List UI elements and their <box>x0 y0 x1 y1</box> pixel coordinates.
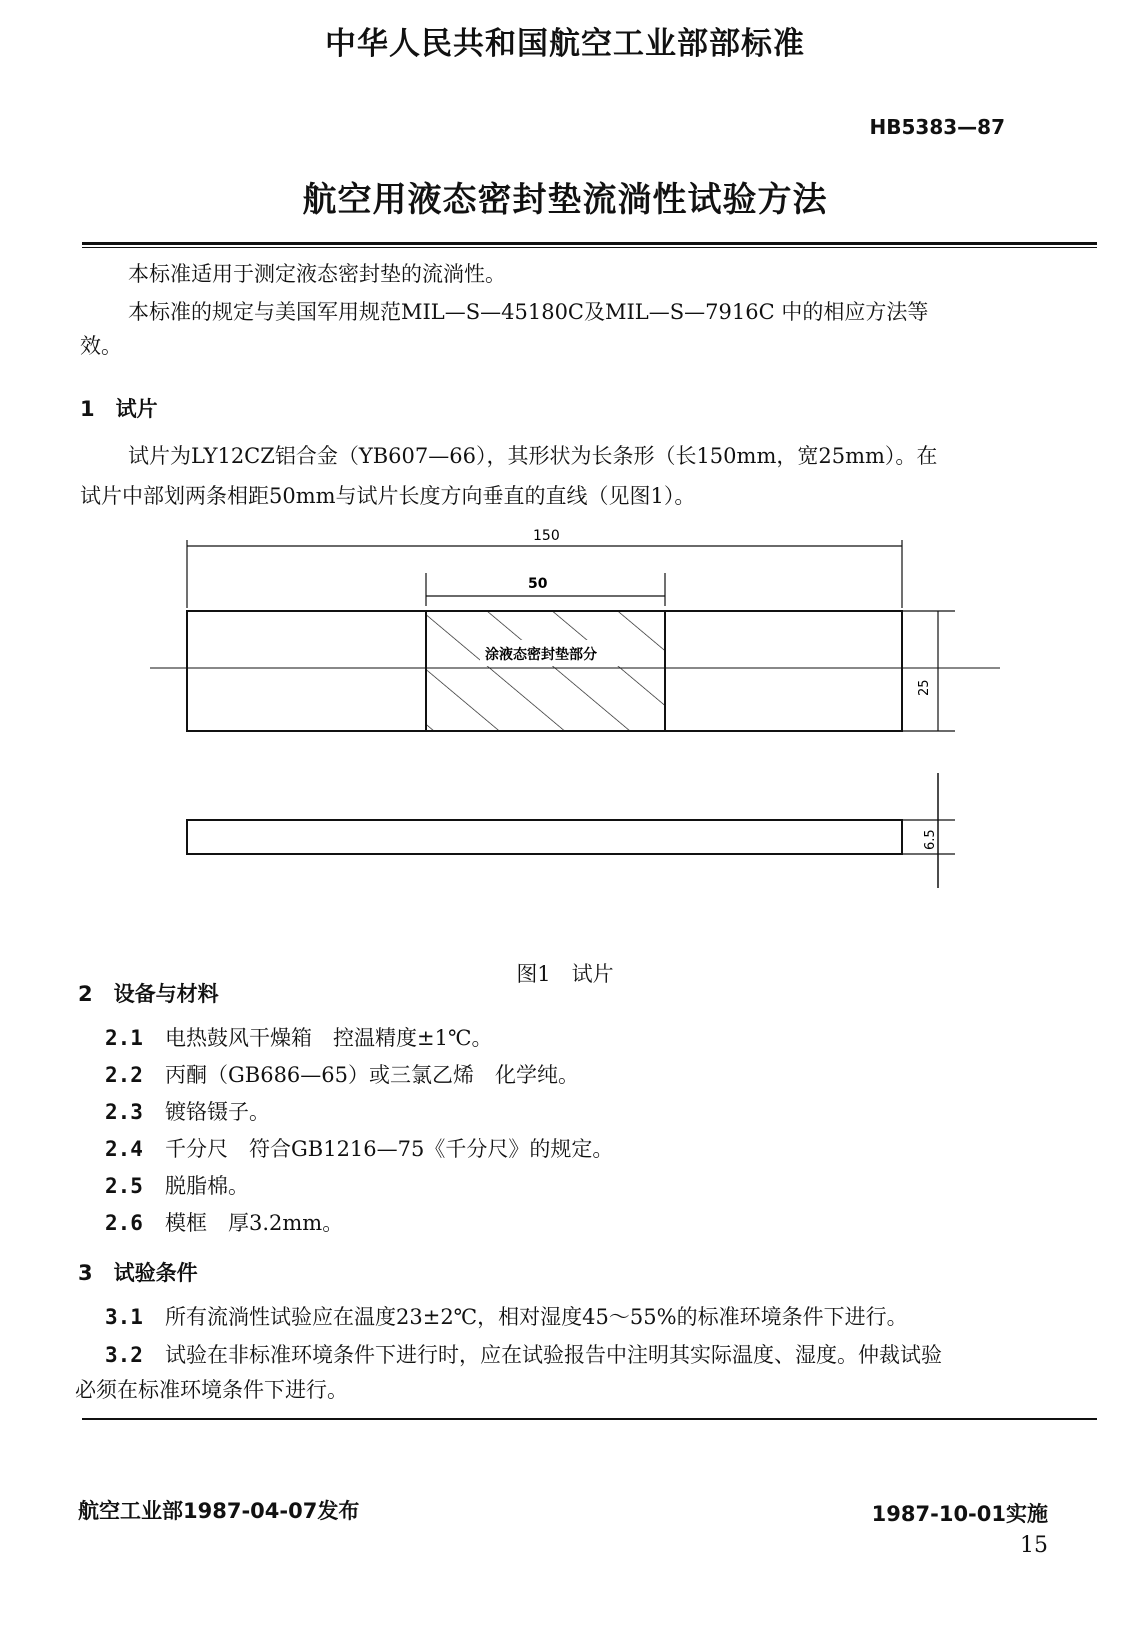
list-item <box>105 1302 908 1332</box>
issuing-body-heading: 中华人民共和国航空工业部部标准 <box>325 26 805 62</box>
footer-rule <box>82 1418 1097 1420</box>
specimen-side-view <box>187 820 902 854</box>
title-rule-thick <box>82 242 1097 245</box>
issue-date: 航空工业部1987-04-07发布 <box>78 1499 360 1523</box>
intro-paragraph-2-cont: 效。 <box>80 334 122 358</box>
list-item <box>105 1097 270 1127</box>
figure-caption: 图1 试片 <box>516 962 614 986</box>
document-title: 航空用液态密封垫流淌性试验方法 <box>302 180 828 220</box>
coated-area-label: 涂液态密封垫部分 <box>485 647 597 663</box>
item-number: 2.2 <box>105 1063 143 1087</box>
standard-number: HB5383—87 <box>869 115 1005 139</box>
section-1-text: 试片为LY12CZ铝合金（YB607—66），其形状为长条形（长150mm，宽25mm）。在 <box>128 444 938 468</box>
list-item <box>105 1340 942 1370</box>
item-number: 2.6 <box>105 1211 143 1235</box>
section-1-text-cont: 试片中部划两条相距50mm与试片长度方向垂直的直线（见图1）。 <box>80 484 696 508</box>
item-text: 镀铬镊子。 <box>165 1100 270 1124</box>
intro-paragraph-1: 本标准适用于测定液态密封垫的流淌性。 <box>128 262 506 286</box>
coated-area-hatch <box>426 611 665 731</box>
section-3-heading: 3 试验条件 <box>78 1261 198 1285</box>
dim-label-thickness: 6.5 <box>923 829 938 850</box>
item-text: 千分尺 符合GB1216—75《千分尺》的规定。 <box>165 1137 614 1161</box>
dim-label-width: 25 <box>917 679 932 696</box>
page-number: 15 <box>1020 1533 1048 1558</box>
item-number: 3.2 <box>105 1343 143 1367</box>
list-item <box>105 1023 492 1053</box>
list-item <box>105 1208 343 1238</box>
item-number: 2.5 <box>105 1174 143 1198</box>
item-number: 2.3 <box>105 1100 143 1124</box>
item-text: 丙酮（GB686—65）或三氯乙烯 化学纯。 <box>165 1063 580 1087</box>
specimen-figure <box>150 528 1030 943</box>
list-item <box>105 1134 613 1164</box>
item-text-cont: 必须在标准环境条件下进行。 <box>75 1378 348 1402</box>
title-rule-thin <box>82 247 1097 248</box>
item-text: 电热鼓风干燥箱 控温精度±1℃。 <box>165 1026 493 1050</box>
item-text: 模框 厚3.2mm。 <box>165 1211 344 1235</box>
list-item <box>105 1171 249 1201</box>
item-number: 2.4 <box>105 1137 143 1161</box>
item-number: 2.1 <box>105 1026 143 1050</box>
dim-label-length: 150 <box>533 528 560 544</box>
section-1-heading: 1 试片 <box>80 397 158 421</box>
effective-date: 1987-10-01实施 <box>871 1502 1048 1526</box>
dim-label-middle: 50 <box>528 576 548 592</box>
list-item <box>105 1060 579 1090</box>
section-2-heading: 2 设备与材料 <box>78 982 219 1006</box>
item-text: 所有流淌性试验应在温度23±2℃，相对湿度45～55%的标准环境条件下进行。 <box>165 1305 908 1329</box>
intro-paragraph-2: 本标准的规定与美国军用规范MIL—S—45180C及MIL—S—7916C 中的相应方法等 <box>128 300 929 324</box>
item-number: 3.1 <box>105 1305 143 1329</box>
item-text: 试验在非标准环境条件下进行时，应在试验报告中注明其实际温度、湿度。仲裁试验 <box>165 1343 942 1367</box>
item-text: 脱脂棉。 <box>165 1174 249 1198</box>
